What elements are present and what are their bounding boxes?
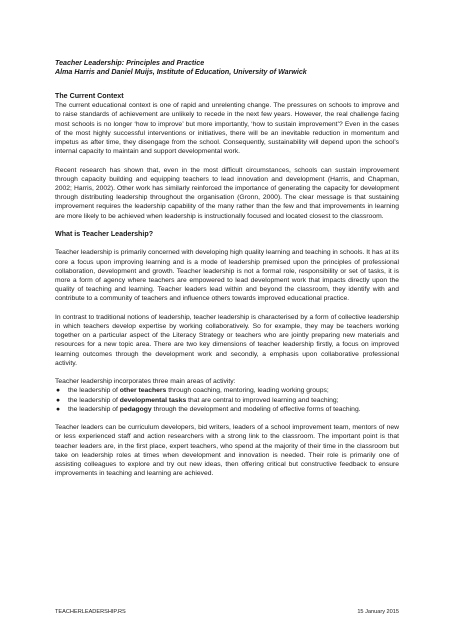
list-item: ● the leadership of other teachers through coaching, mentoring, leading working groups; (56, 387, 329, 395)
list-intro: Teacher leadership incorporates three main areas of activity: (55, 378, 236, 386)
list-item: ● the leadership of developmental tasks that are central to improved learning and teaching; (56, 396, 339, 404)
section-heading-what: What is Teacher Leadership? (55, 229, 154, 238)
document-title: Teacher Leadership: Principles and Practice (55, 59, 205, 67)
list-item: ● the leadership of pedagogy through the development and modeling of effective forms of teaching. (56, 405, 361, 413)
paragraph-what-3: Teacher leaders can be curriculum developers, bid writers, leaders of a school improvement team, mentors of new or less experienced staff and action researchers with a strong link to the classroom. The important point is that teacher leaders are, in the first place, expert teachers, who spend at the majority of their time in the classroom but take on leadership roles at times when development and innovation is needed. Their role is primarily one of assisting colleagues to explore and try out new ideas, then offering critical but constructive feedback to ensure improvements in teaching and learning are achieved. (55, 424, 399, 478)
bullet-icon: ● (56, 396, 61, 404)
bullet-icon: ● (56, 405, 61, 413)
paragraph-context-1: The current educational context is one of rapid and unrelenting change. The pressures on schools to improve and to raise standards of achievement are unlikely to recede in the next few years. However, the real challenge facing most schools is no longer ‘how to improve’ but more importantly, ‘how to sustain improvement’? Even in the cases of the most highly successful interventions or initiatives, there will be an inevitable reduction in momentum and impetus as after time, they disengage from the school. Consequently, sustainability will depend upon the school’s internal capacity to maintain and support developmental work. (55, 102, 399, 156)
paragraph-context-2: Recent research has shown that, even in the most difficult circumstances, schools can sustain improvement through capacity building and equipping teachers to lead innovation and development (Harris, and Chapman, 2002; Harris, 2002). Other work has similarly reinforced the importance of generating the capacity for development through distributing leadership throughout the organisation (Gronn, 2000). The clear message is that sustaining improvement requires the leadership capability of the many rather than the few and that improvements in learning are more likely to be achieved when leadership is instructionally focused and located closest to the classroom. (55, 166, 399, 220)
paragraph-what-1: Teacher leadership is primarily concerned with developing high quality learning and teaching in schools. It has at its core a focus upon improving learning and is a mode of leadership premised upon the principles of professional collaboration, development and growth. Teacher leadership is not a formal role, responsibility or set of tasks, it is more a form of agency where teachers are empowered to lead development work that impacts directly upon the quality of teaching and learning. Teacher leaders lead within and beyond the classroom, they identify with and contribute to a community of teachers and influence others towards improved educational practice. (55, 249, 399, 303)
bullet-icon: ● (56, 387, 61, 395)
paragraph-what-2: In contrast to traditional notions of leadership, teacher leadership is characterised by a form of collective leadership in which teachers develop expertise by working collaboratively. So for example, they may be teachers working together on a particular aspect of the Literacy Strategy or teachers who are jointly preparing new materials and resources for a new topic area. There are two key dimensions of teacher leadership firstly, a focus on improved learning outcomes through the development work and secondly, a emphasis upon collaborative professional activity. (55, 313, 399, 367)
page-footer (55, 609, 399, 615)
footer-site: TEACHERLEADERSHIP.RS (55, 609, 126, 615)
document-page (55, 59, 399, 478)
section-heading-context: The Current Context (55, 91, 124, 100)
footer-date: 15 January 2015 (357, 609, 399, 615)
activity-list (55, 386, 399, 414)
document-authors: Alma Harris and Daniel Muijs, Institute of Education, University of Warwick (55, 68, 307, 77)
